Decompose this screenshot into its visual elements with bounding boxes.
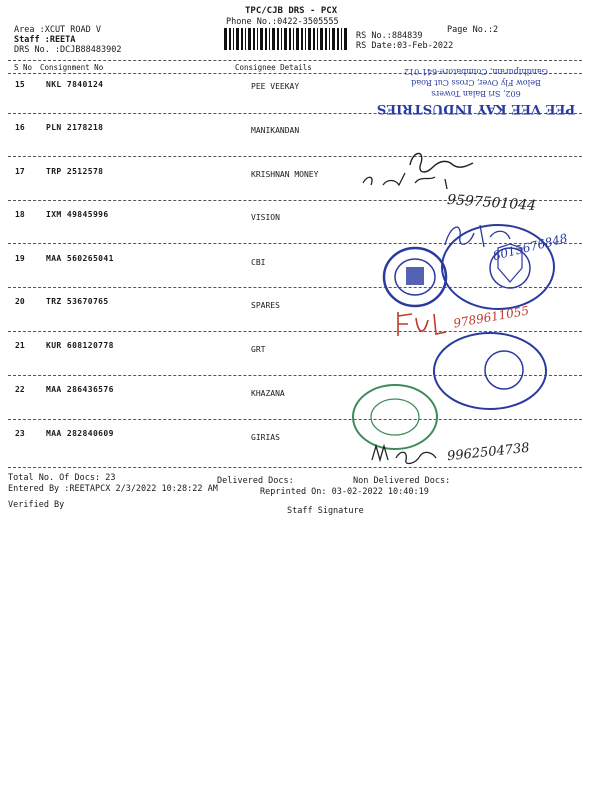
row-sno: 23: [15, 429, 25, 438]
signature-icon: [392, 306, 452, 342]
handwritten-phone: 9597501044: [446, 191, 537, 215]
row-sno: 20: [15, 297, 25, 306]
drs-number: DRS No. :DCJB88483902: [14, 45, 122, 55]
column-sno: S No: [14, 63, 33, 72]
row-consignment: MAA 560265041: [46, 254, 114, 263]
reprinted-on: Reprinted On: 03-02-2022 10:40:19: [260, 487, 429, 497]
row-consignment: TRP 2512578: [46, 167, 104, 176]
stamp-address-line: Gandhipuram, Coimbatore-641 012: [403, 67, 549, 76]
total-docs: Total No. Of Docs: 23: [8, 473, 116, 483]
column-consignee: Consignee Details: [235, 63, 312, 72]
staff-signature: Staff Signature: [287, 506, 364, 516]
handwritten-phone: 9789611055: [452, 303, 530, 331]
stamp-address-line: 602, Sri Balan Towers: [431, 89, 521, 98]
rs-date: RS Date:03-Feb-2022: [356, 41, 454, 51]
row-consignee: SPARES: [251, 301, 280, 310]
entered-by: Entered By :REETAPCX 2/3/2022 10:28:22 AM: [8, 484, 218, 494]
handwritten-phone: 9962504738: [446, 440, 531, 465]
row-consignment: TRZ 53670765: [46, 297, 109, 306]
row-consignee: KRISHNAN MONEY: [251, 170, 319, 179]
non-delivered-docs: Non Delivered Docs:: [353, 476, 451, 486]
row-consignment: PLN 2178218: [46, 123, 104, 132]
row-consignment: KUR 608120778: [46, 341, 114, 350]
area-label: Area :XCUT ROAD V: [14, 25, 101, 35]
row-consignment: NKL 7840124: [46, 80, 104, 89]
row-sno: 19: [15, 254, 25, 263]
stamp-company-name: PEE VEE KAY INDUSTRIES: [376, 101, 576, 116]
row-sno: 15: [15, 80, 25, 89]
signature-icon: [368, 440, 438, 470]
rs-number: RS No.:884839: [356, 31, 423, 41]
row-consignee: GRT: [251, 345, 266, 354]
page-number: Page No.:2: [447, 25, 499, 35]
row-consignment: IXM 49845996: [46, 210, 109, 219]
row-consignee: KHAZANA: [251, 389, 285, 398]
company-stamp: [376, 52, 576, 118]
row-sno: 18: [15, 210, 25, 219]
column-consignment: Consignment No: [40, 63, 104, 72]
row-consignment: MAA 286436576: [46, 385, 114, 394]
row-consignee: VISION: [251, 213, 280, 222]
staff-label: Staff :REETA: [14, 35, 76, 45]
barcode: [222, 28, 352, 50]
row-sno: 21: [15, 341, 25, 350]
row-sno: 16: [15, 123, 25, 132]
row-consignee: MANIKANDAN: [251, 126, 300, 135]
report-title: TPC/CJB DRS - PCX: [245, 6, 338, 16]
row-consignee: GIRIAS: [251, 433, 280, 442]
row-sno: 17: [15, 167, 25, 176]
row-consignment: MAA 282840609: [46, 429, 114, 438]
delivered-docs: Delivered Docs:: [217, 476, 294, 486]
handwritten-phone: 8015676848: [491, 230, 569, 264]
row-sno: 22: [15, 385, 25, 394]
phone-number: Phone No.:0422-3505555: [226, 17, 339, 27]
row-consignee: CBI: [251, 258, 266, 267]
row-consignee: PEE VEEKAY: [251, 82, 300, 91]
stamp-address-line: Below Fly Over, Cross Cut Road: [411, 78, 541, 87]
verified-by: Verified By: [8, 500, 65, 510]
round-seal-icon: [430, 330, 550, 412]
